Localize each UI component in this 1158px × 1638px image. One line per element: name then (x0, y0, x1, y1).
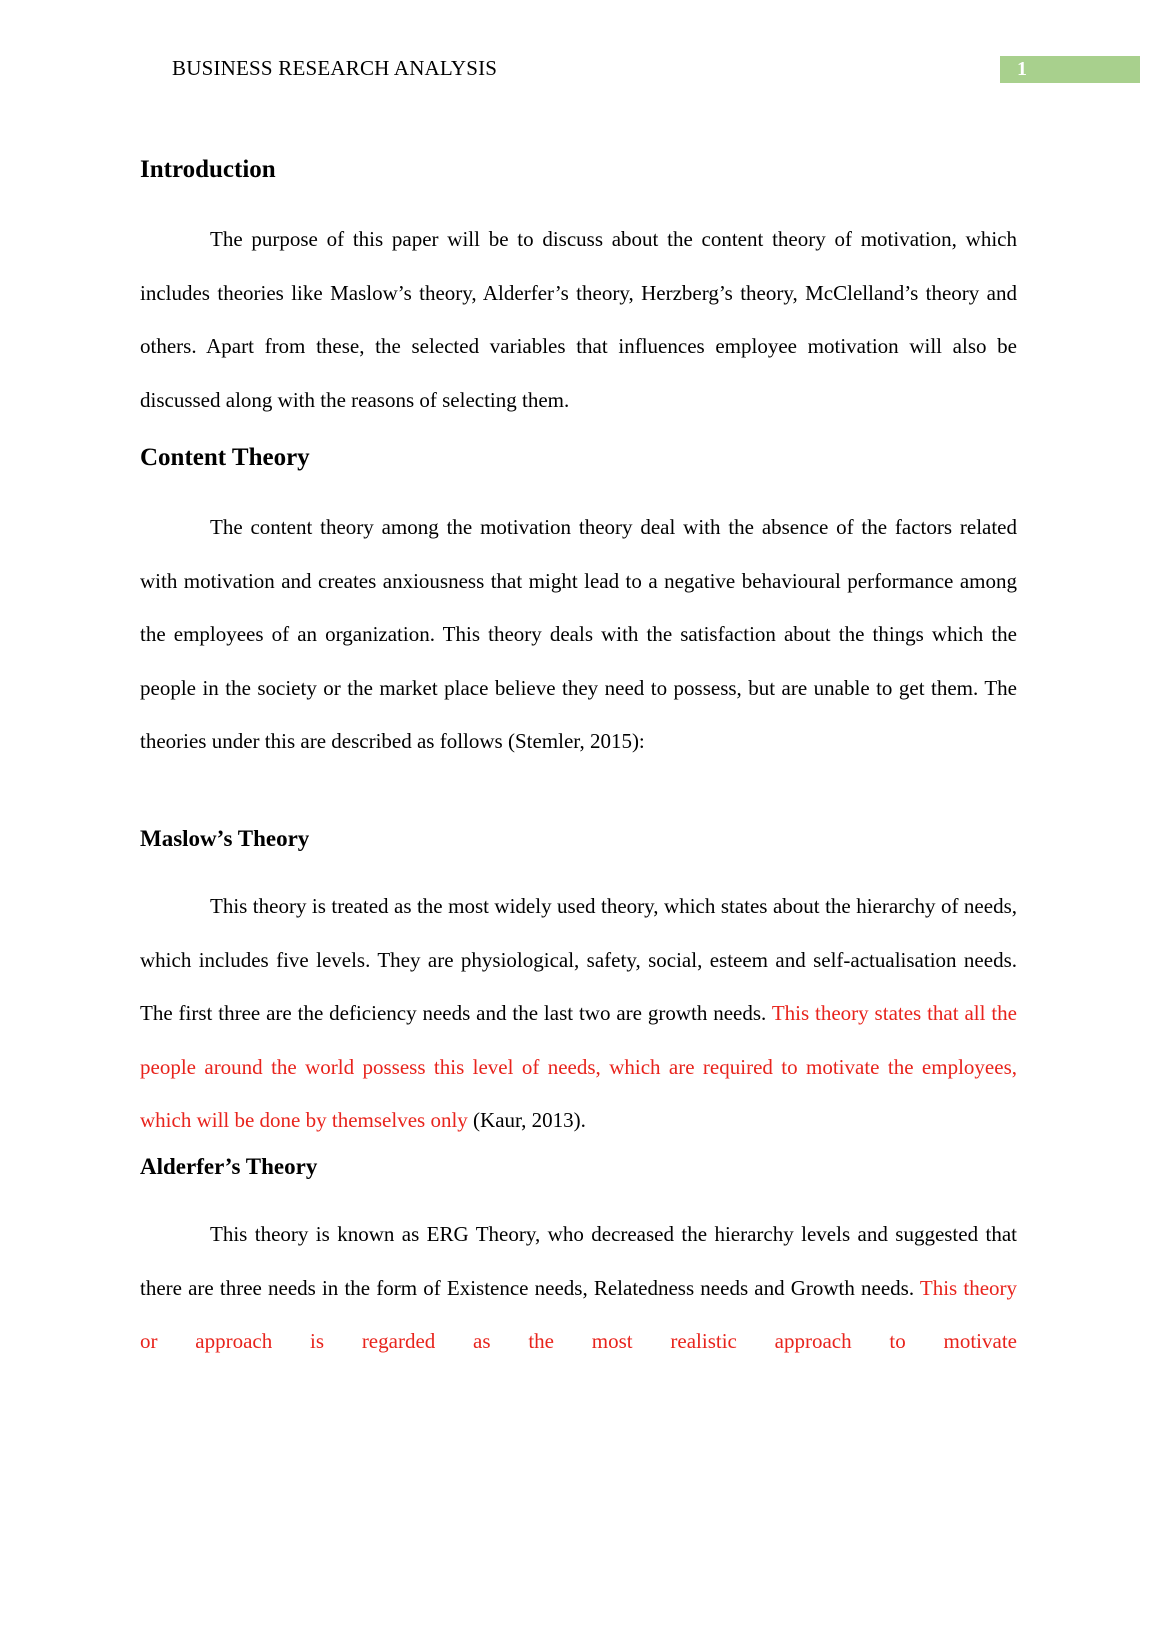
heading-maslow: Maslow’s Theory (140, 826, 310, 851)
alderfer-highlight: This theory or approach is regarded as the most realistic approach to motivate (140, 1275, 1018, 1353)
maslow-highlight: This theory states that all the people around the world possess this level of needs, which are required to motivate the employees, which will be done by themselves only (140, 1001, 1017, 1132)
heading-content-theory: Content Theory (140, 444, 310, 471)
page-number: 1 (1000, 56, 1140, 83)
paragraph-content-theory: The content theory among the motivation theory deal with the absence of the factors related with motivation and creates anxiousness that might lead to a negative behavioural performance among the employees of an organization. This theory deals with the satisfaction about the things which the people in the society or the market place believe they need to possess, but are unable to get them. The theories under this are described as follows (Stemler, 2015): (140, 515, 1017, 753)
heading-introduction: Introduction (140, 156, 276, 183)
running-header: BUSINESS RESEARCH ANALYSIS (172, 56, 498, 80)
heading-alderfer: Alderfer’s Theory (140, 1154, 318, 1179)
paragraph-maslow (140, 880, 1017, 1148)
paragraph-introduction: The purpose of this paper will be to discuss about the content theory of motivation, which includes theories like Maslow’s theory, Alderfer’s theory, Herzberg’s theory, McClelland’s theory and others. Apart from these, the selected variables that influences employee motivation will also be discussed along with the reasons of selecting them. (140, 227, 1017, 412)
maslow-citation: (Kaur, 2013). (467, 1108, 586, 1132)
alderfer-text: This theory is known as ERG Theory, who decreased the hierarchy levels and suggested that there are three needs in the form of Existence needs, Relatedness needs and Growth needs. (140, 1222, 1017, 1300)
paragraph-alderfer (140, 1208, 1017, 1369)
maslow-text: This theory is treated as the most widely used theory, which states about the hierarchy of needs, which includes five levels. They are physiological, safety, social, esteem and self-actualisation needs. The first three are the deficiency needs and the last two are growth needs. (140, 894, 1017, 1025)
